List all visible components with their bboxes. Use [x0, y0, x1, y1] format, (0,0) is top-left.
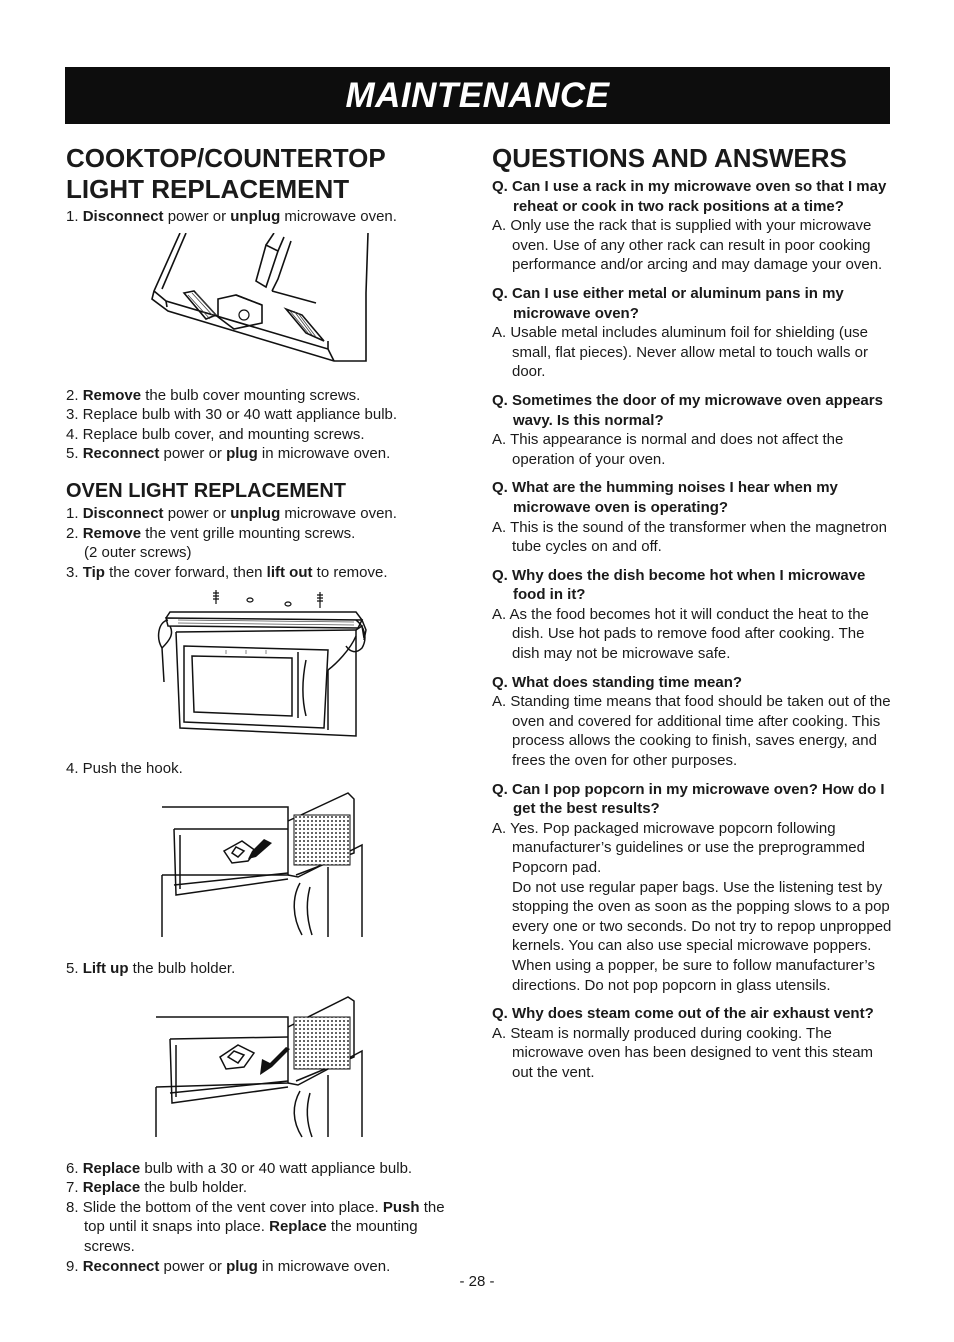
question: Q. Can I use a rack in my microwave oven so that I may reheat or cook in two rack positions at a time? — [492, 178, 887, 215]
cooktop-step-2: 2. Remove the bulb cover mounting screws. — [66, 386, 361, 404]
oven-light-heading: OVEN LIGHT REPLACEMENT — [66, 479, 347, 502]
cooktop-light-illustration — [66, 233, 466, 385]
question: Q. What are the humming noises I hear when my microwave oven is operating? — [492, 479, 838, 516]
question: Q. Sometimes the door of my microwave oven appears wavy. Is this normal? — [492, 391, 883, 429]
oven-step-8: 8. Slide the bottom of the vent cover into place. Push the top until it snaps into place. Replace the mounting screws. — [66, 1198, 445, 1255]
oven-step-4: 4. Push the hook. — [66, 760, 183, 778]
question: Q. Why does steam come out of the air exhaust vent? — [492, 1005, 874, 1023]
answer: A. This appearance is normal and does not affect the operation of your oven. — [492, 431, 844, 468]
question: Q. Why does the dish become hot when I microwave food in it? — [492, 566, 866, 604]
cooktop-heading: COOKTOP/COUNTERTOP LIGHT REPLACEMENT — [66, 143, 386, 204]
question: Q. Can I use either metal or aluminum pans in my microwave oven? — [492, 284, 844, 322]
lift-bulb-holder-illustration — [66, 987, 466, 1147]
push-hook-illustration — [66, 787, 466, 947]
cooktop-step-4: 4. Replace bulb cover, and mounting screws. — [66, 425, 365, 443]
vent-cover-removal-illustration — [66, 590, 466, 745]
oven-step-3: 3. Tip the cover forward, then lift out to remove. — [66, 563, 388, 581]
oven-step-1: 1. Disconnect power or unplug microwave oven. — [66, 504, 397, 522]
answer: A. Standing time means that food should be taken out of the oven and covered for additional time after cooking. This process allows the cooking to finish, saves energy, and frees the oven for other purposes. — [492, 693, 891, 770]
answer: A. As the food becomes hot it will conduct the heat to the dish. Use hot pads to remove food after cooking. The dish may not be microwave safe. — [492, 605, 869, 663]
oven-step-9: 9. Reconnect power or plug in microwave oven. — [66, 1257, 391, 1275]
answer: A. Only use the rack that is supplied with your microwave oven. Use of any other rack can result in poor cooking performance and/or arcing and may damage your oven. — [492, 217, 883, 274]
qa-item — [492, 177, 892, 275]
qa-item — [492, 391, 892, 469]
page-title: MAINTENANCE — [345, 75, 610, 115]
right-column — [492, 143, 892, 1092]
answer: A. This is the sound of the transformer when the magnetron tube cycles on and off. — [492, 518, 887, 556]
page-title-banner — [65, 67, 890, 124]
oven-step-2: 2. Remove the vent grille mounting screws. (2 outer screws) — [66, 524, 356, 562]
question: Q. Can I pop popcorn in my microwave oven? How do I get the best results? — [492, 780, 885, 818]
qa-item — [492, 284, 892, 382]
cooktop-step-3: 3. Replace bulb with 30 or 40 watt appliance bulb. — [66, 406, 398, 424]
cooktop-step-5: 5. Reconnect power or plug in microwave oven. — [66, 445, 391, 463]
qa-item — [492, 673, 892, 771]
qa-item — [492, 566, 892, 664]
qa-item — [492, 1004, 892, 1082]
qa-item — [492, 780, 892, 996]
answer: A. Yes. Pop packaged microwave popcorn following manufacturer’s guidelines or use the preprogrammed Popcorn pad. Do not use regular paper bags. Use the listening test by stopping the oven as soon as the popping slows to a pop every one or two seconds. Do not try to repop unpropped kernels. You can also use special microwave poppers. When using a popper, be sure to follow manufacturer’s directions. Do not pop popcorn in glass utensils. — [492, 819, 892, 994]
oven-step-7: 7. Replace the bulb holder. — [66, 1179, 247, 1197]
qa-item — [492, 478, 892, 556]
oven-step-5: 5. Lift up the bulb holder. — [66, 959, 236, 977]
left-column — [66, 143, 466, 1276]
page-number: - 28 - — [459, 1273, 495, 1290]
question: Q. What does standing time mean? — [492, 673, 743, 691]
cooktop-step-1: 1. Disconnect power or unplug microwave oven. — [66, 208, 397, 225]
answer: A. Steam is normally produced during cooking. The microwave oven has been designed to vent this steam out the vent. — [492, 1024, 874, 1081]
answer: A. Usable metal includes aluminum foil for shielding (use small, flat pieces). Never allow metal to touch walls or door. — [492, 324, 869, 381]
oven-step-6: 6. Replace bulb with a 30 or 40 watt appliance bulb. — [66, 1159, 413, 1177]
qa-heading: QUESTIONS AND ANSWERS — [492, 143, 847, 173]
